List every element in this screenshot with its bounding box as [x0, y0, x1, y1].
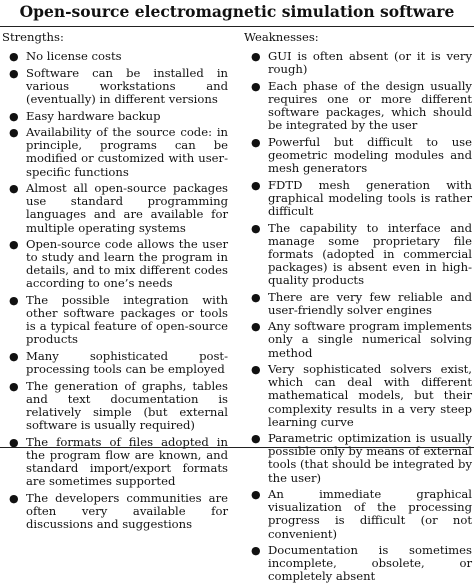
item-text: GUI is often absent (or it is very rough): [268, 49, 472, 77]
list-item: [2, 436, 228, 488]
bullet-icon: ●: [9, 350, 19, 364]
item-text: Very sophisticated solvers exist, which can deal with different mathematical models, but their complexity results in a very steep learning curve: [268, 362, 472, 429]
item-text: Parametric optimization is usually possible only by means of external tools (that should be integrated by the user): [268, 431, 472, 485]
bullet-icon: ●: [9, 50, 19, 63]
item-text: Powerful but difficult to use geometric modeling modules and mesh generators: [268, 134, 472, 175]
bullet-icon: ●: [251, 290, 261, 304]
document-title: Open-source electromagnetic simulation software: [19, 2, 455, 21]
list-item: [244, 363, 472, 428]
list-item: [244, 50, 472, 76]
item-text: The generation of graphs, tables and text documentation is relatively simple (but external software is usually required): [26, 378, 228, 433]
bottom-rule: [0, 447, 474, 448]
bullet-icon: ●: [251, 544, 261, 558]
list-item: [2, 380, 228, 432]
list-item: [2, 126, 228, 178]
item-text: The developers communities are often very available for discussions and suggestions: [26, 490, 228, 532]
item-text: Many sophisticated post-processing tools can be employed: [26, 349, 228, 377]
bullet-icon: ●: [9, 126, 19, 140]
list-item: [244, 320, 472, 359]
list-item: [244, 80, 472, 132]
bullet-icon: ●: [251, 135, 261, 149]
list-item: [2, 110, 228, 123]
item-text: Documentation is sometimes incomplete, obsolete, or completely absent: [268, 543, 472, 584]
bullet-icon: ●: [251, 50, 261, 63]
bullet-icon: ●: [251, 488, 261, 502]
bullet-icon: ●: [9, 379, 19, 393]
item-text: An immediate graphical visualization of the processing progress is difficult (or not convenient): [268, 487, 472, 541]
list-item: [244, 432, 472, 484]
item-text: Software can be installed in various workstations and (eventually) in different versions: [26, 65, 228, 106]
list-item: [2, 67, 228, 106]
list-item: [244, 488, 472, 540]
top-rule: [0, 26, 474, 27]
item-text: Almost all open-source packages use standard programming languages and are available for multiple operating systems: [26, 181, 228, 235]
item-text: The formats of files adopted in the program flow are known, and standard import/export formats are sometimes supported: [26, 434, 228, 489]
item-text: Availability of the source code: in principle, programs can be modified or customized with user-specific functions: [26, 125, 228, 179]
list-item: [2, 238, 228, 290]
item-text: FDTD mesh generation with graphical modeling tools is rather difficult: [268, 177, 472, 218]
bullet-icon: ●: [9, 66, 19, 80]
bullet-icon: ●: [9, 182, 19, 196]
item-text: The capability to interface and manage some proprietary file formats (adopted in commercial packages) is absent even in high-quality products: [268, 220, 472, 287]
strengths-heading: Strengths:: [2, 30, 64, 44]
bullet-icon: ●: [251, 221, 261, 235]
list-item: [244, 179, 472, 218]
list-item: [244, 222, 472, 287]
bullet-icon: ●: [251, 320, 261, 334]
list-item: [2, 350, 228, 376]
item-text: Easy hardware backup: [26, 108, 161, 123]
list-item: [244, 291, 472, 317]
list-item: [2, 294, 228, 346]
list-item: [244, 544, 472, 583]
weaknesses-heading: Weaknesses:: [244, 30, 319, 44]
list-item: [2, 182, 228, 234]
bullet-icon: ●: [9, 435, 19, 449]
bullet-icon: ●: [9, 491, 19, 505]
weaknesses-list: [244, 50, 472, 584]
item-text: Any software program implements only a single numerical solving method: [268, 319, 473, 360]
bullet-icon: ●: [9, 109, 19, 123]
list-item: [2, 50, 228, 63]
strengths-list: [2, 50, 228, 531]
item-text: Open-source code allows the user to study and learn the program in details, and to mix different codes according to one’s needs: [26, 237, 228, 291]
bullet-icon: ●: [9, 238, 19, 252]
weaknesses-column: [244, 30, 472, 587]
bullet-icon: ●: [251, 363, 261, 377]
strengths-column: [2, 30, 228, 535]
bullet-icon: ●: [9, 294, 19, 308]
item-text: There are very few reliable and user-friendly solver engines: [268, 289, 472, 317]
item-text: The possible integration with other software packages or tools is a typical feature of open-source products: [26, 293, 228, 347]
item-text: No license costs: [26, 49, 122, 63]
bullet-icon: ●: [251, 432, 261, 446]
bullet-icon: ●: [251, 178, 261, 192]
item-text: Each phase of the design usually requires one or more different software packages, which should be integrated by the user: [268, 78, 472, 133]
list-item: [2, 492, 228, 531]
list-item: [244, 136, 472, 175]
bullet-icon: ●: [251, 79, 261, 93]
